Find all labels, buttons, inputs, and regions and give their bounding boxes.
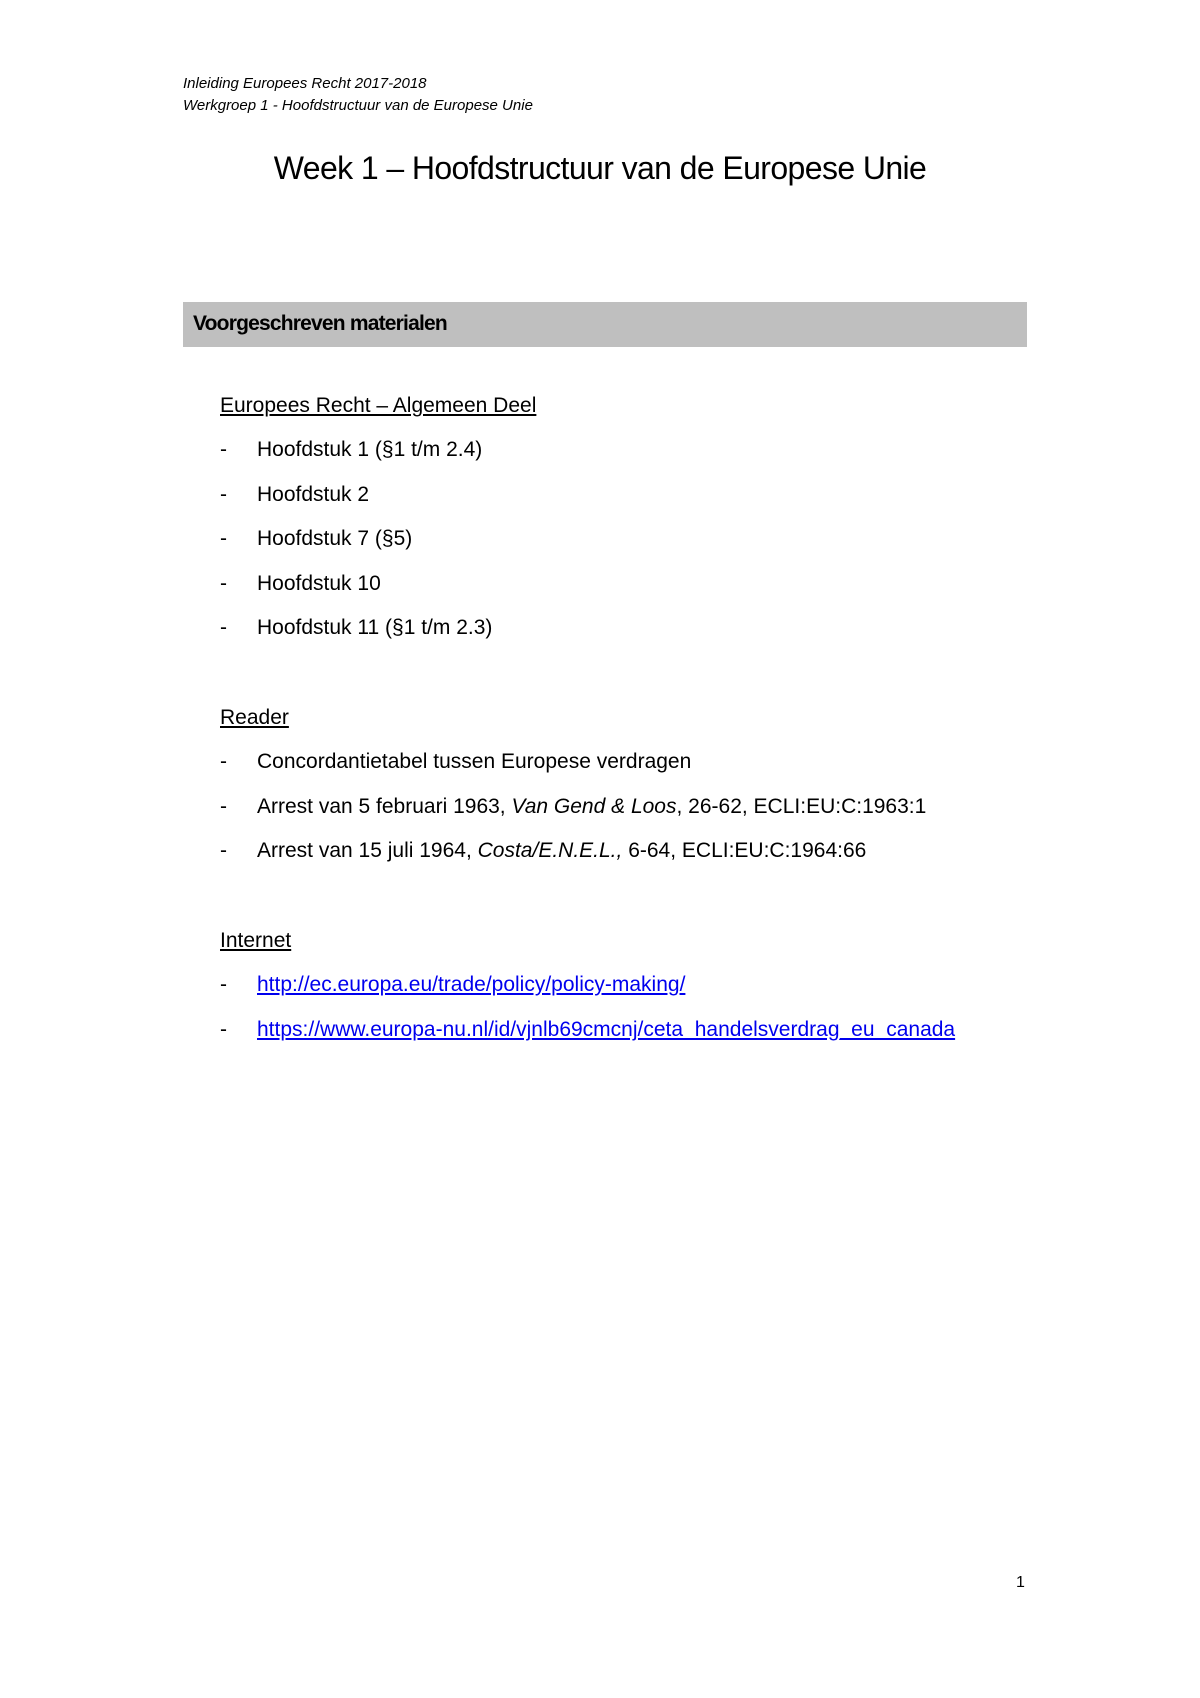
list-item-text — [257, 793, 926, 821]
list-item-text: Hoofdstuk 7 (§5) — [257, 527, 413, 550]
citation-suffix: , 26-62, ECLI:EU:C:1963:1 — [676, 794, 927, 818]
list-item — [220, 614, 536, 642]
list-item — [220, 837, 867, 865]
list-item-text: Concordantietabel tussen Europese verdragen — [257, 750, 692, 773]
list-item — [220, 436, 536, 464]
header-course: Inleiding Europees Recht 2017-2018 — [183, 75, 427, 92]
bullet-dash: - — [220, 973, 227, 996]
reader-heading: Reader — [220, 706, 289, 729]
list-item-text: Hoofdstuk 10 — [257, 571, 381, 595]
citation-prefix: Arrest van 15 juli 1964, — [257, 839, 478, 862]
bullet-dash: - — [220, 527, 227, 550]
reader-block — [220, 704, 927, 882]
list-item-text: Hoofdstuk 1 (§1 t/m 2.4) — [257, 438, 483, 461]
list-item — [220, 570, 536, 598]
bullet-dash: - — [220, 839, 227, 862]
book-block — [220, 392, 536, 659]
list-item-text — [257, 971, 685, 999]
citation-suffix: 6-64, ECLI:EU:C:1964:66 — [622, 839, 867, 862]
case-name: Costa/E.N.E.L., — [477, 839, 623, 862]
case-name: Van Gend & Loos — [511, 794, 677, 818]
section-title: Voorgeschreven materialen — [193, 312, 447, 335]
page-title: Week 1 – Hoofdstructuur van de Europese Unie — [273, 150, 927, 186]
internet-heading: Internet — [220, 929, 292, 952]
list-item-text: Hoofdstuk 11 (§1 t/m 2.3) — [257, 616, 493, 639]
link-europa-nu-ceta[interactable]: https://www.europa-nu.nl/id/vjnlb69cmcnj/ceta_handelsverdrag_eu_canada — [257, 1017, 956, 1041]
book-heading: Europees Recht – Algemeen Deel — [220, 394, 537, 417]
bullet-dash: - — [220, 438, 227, 461]
internet-block — [220, 927, 956, 1060]
bullet-dash: - — [220, 482, 227, 506]
bullet-dash: - — [220, 616, 227, 639]
bullet-dash: - — [220, 794, 227, 818]
header-workgroup: Werkgroep 1 - Hoofdstructuur van de Europese Unie — [183, 97, 533, 114]
link-ec-trade-policy[interactable]: http://ec.europa.eu/trade/policy/policy-making/ — [257, 973, 686, 996]
list-item — [220, 481, 536, 509]
list-item — [220, 525, 536, 553]
list-item — [220, 793, 927, 821]
page-number: 1 — [1016, 1574, 1025, 1591]
section-bar — [183, 302, 1027, 347]
list-item — [220, 1016, 956, 1044]
list-item — [220, 748, 692, 776]
list-item — [220, 971, 686, 999]
list-item-text: Hoofdstuk 2 — [257, 482, 370, 506]
bullet-dash: - — [220, 750, 227, 773]
list-item-text — [257, 1016, 955, 1044]
list-item-text — [257, 837, 866, 865]
citation-prefix: Arrest van 5 februari 1963, — [257, 794, 512, 818]
bullet-dash: - — [220, 571, 227, 595]
running-header — [183, 73, 533, 117]
bullet-dash: - — [220, 1017, 227, 1041]
